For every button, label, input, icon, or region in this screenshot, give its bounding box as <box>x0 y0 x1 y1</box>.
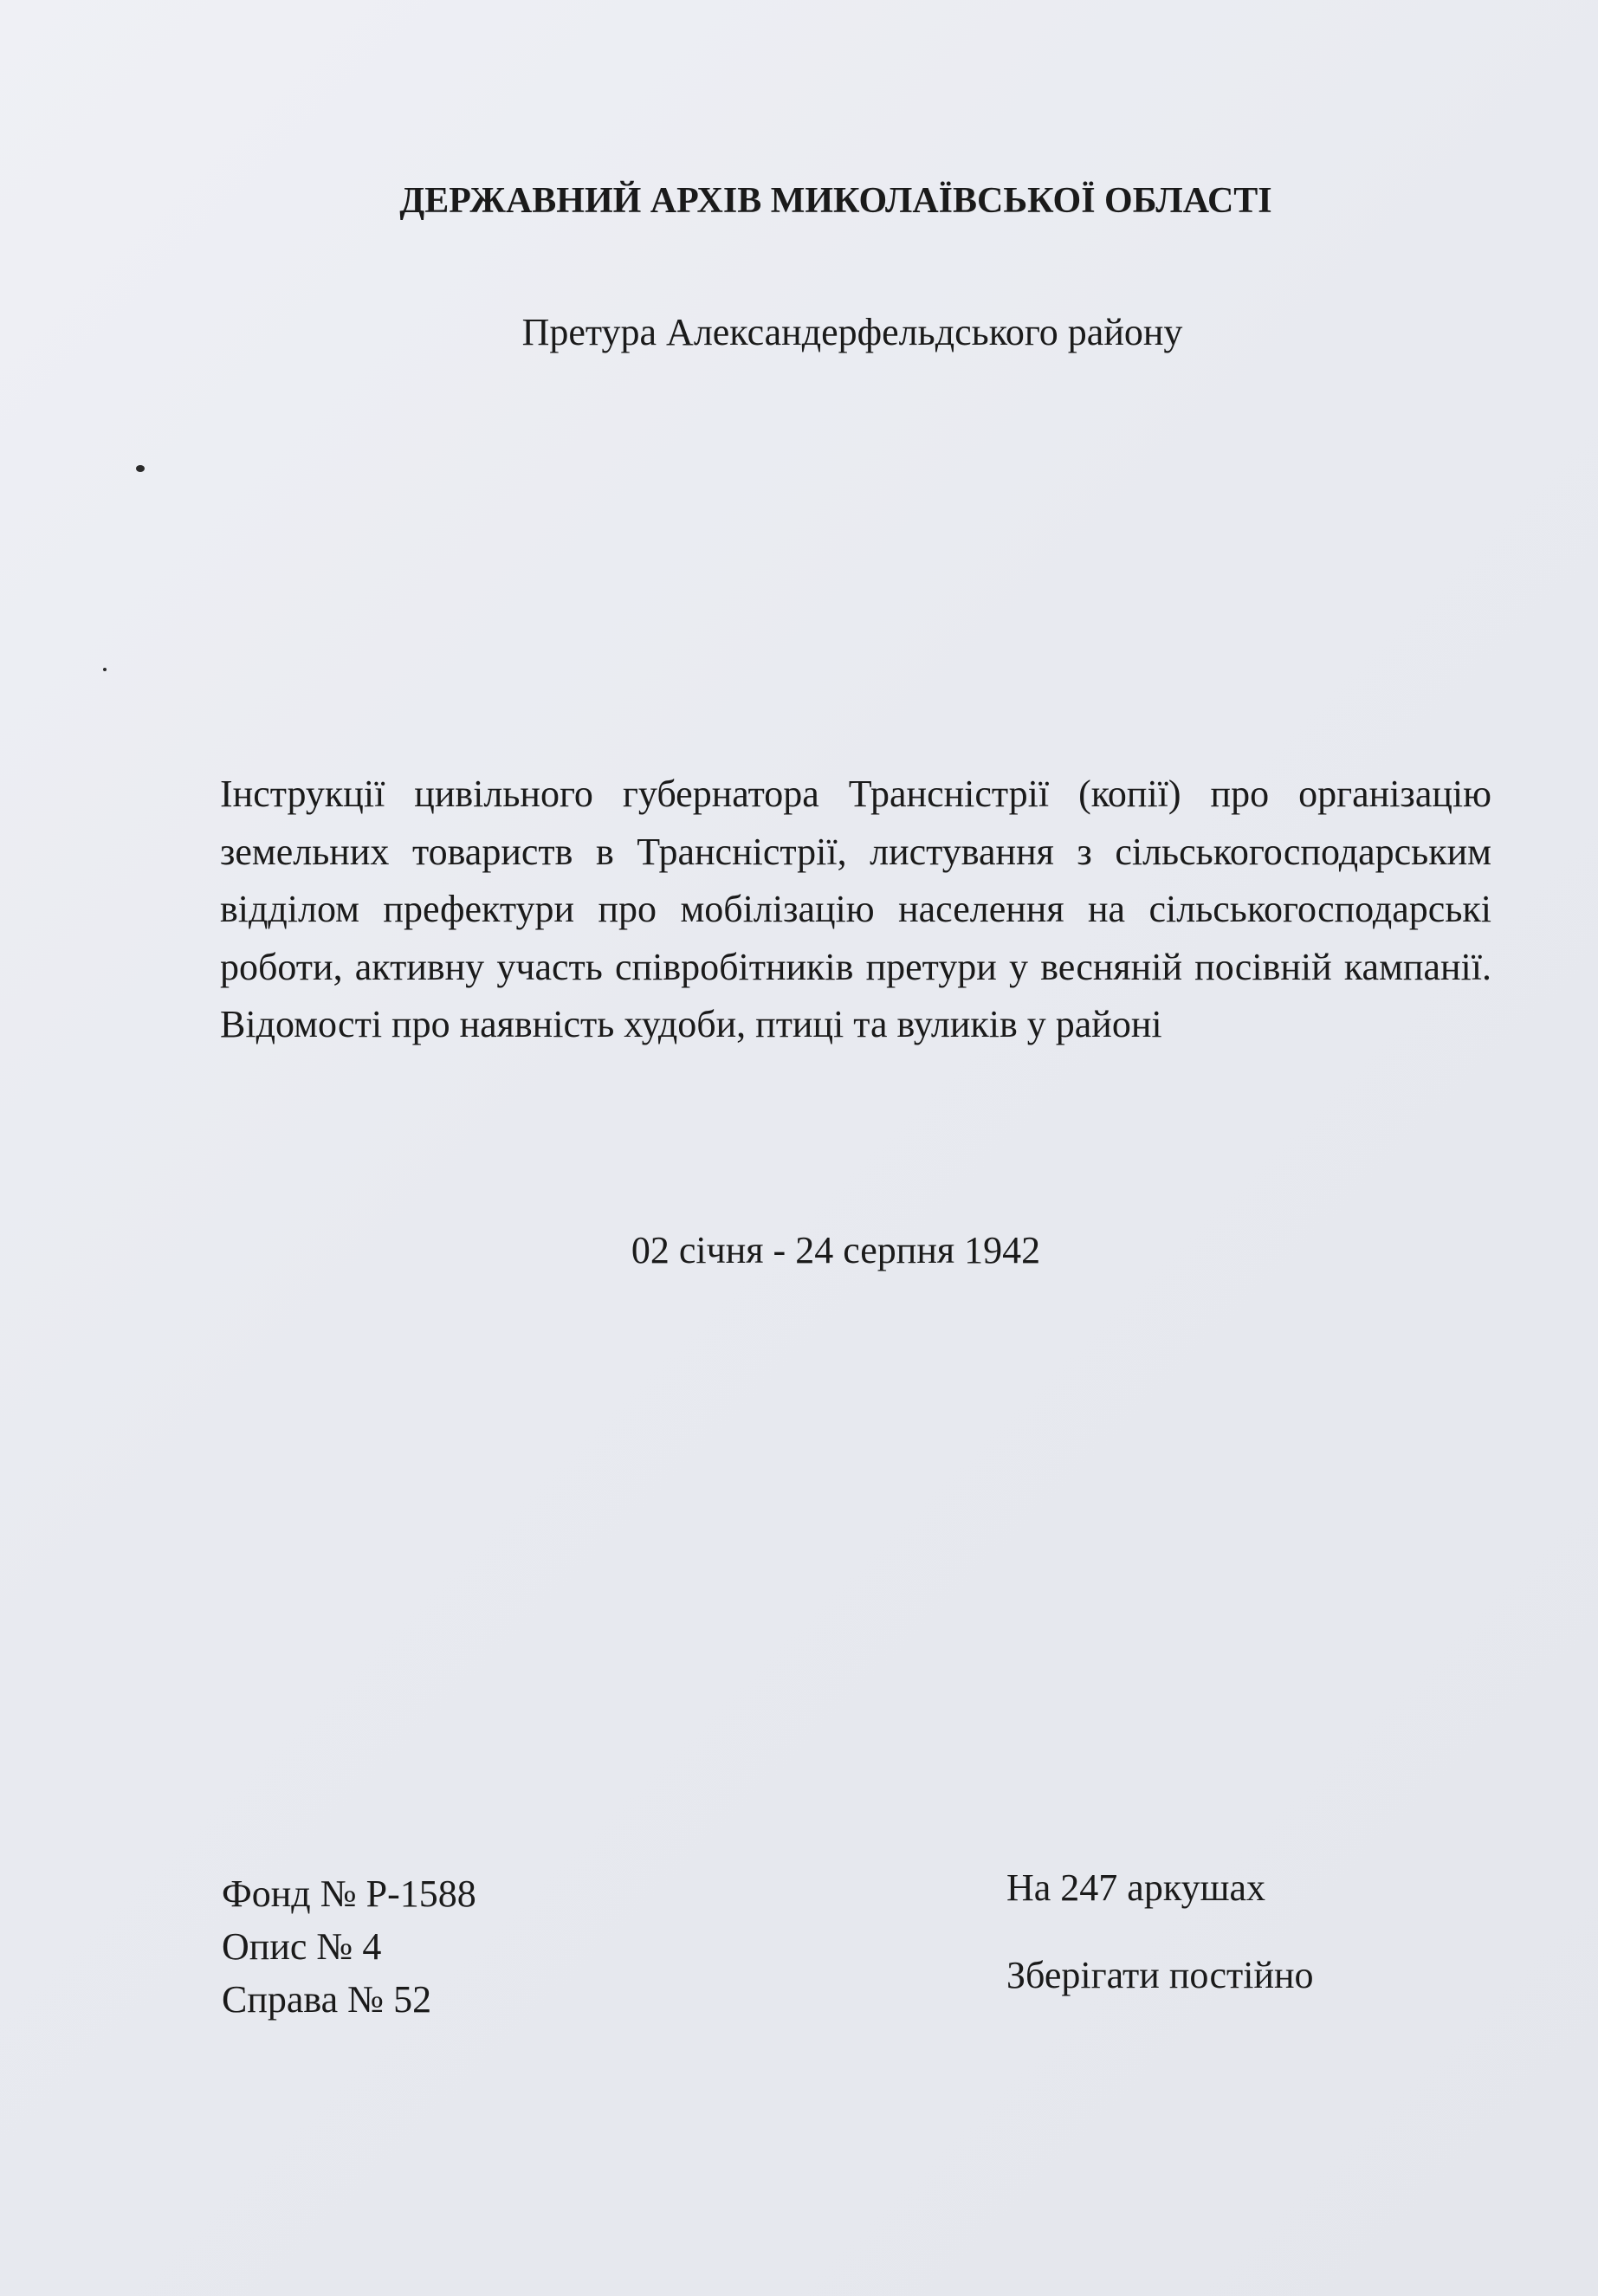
case-description: Інструкції цивільного губернатора Трансністрії (копії) про організацію земельних товариств в Трансністрії, листування з сільськогосподарським відділом префектури про мобілізацію населення на сільськогосподарські роботи, активну участь співробітників претури у весняній посівній кампанії. Відомості про наявність худоби, птиці та вуликів у районі <box>220 773 1491 1045</box>
archival-reference <box>222 1867 476 2026</box>
fond-number: Фонд № Р-1588 <box>222 1872 476 1915</box>
archive-heading: ДЕРЖАВНИЙ АРХІВ МИКОЛАЇВСЬКОЇ ОБЛАСТІ <box>399 181 1272 221</box>
ink-speck <box>136 465 145 472</box>
date-range: 02 січня - 24 серпня 1942 <box>631 1229 1041 1271</box>
retention-note: Зберігати постійно <box>1006 1954 1314 1996</box>
sprava-number: Справа № 52 <box>222 1978 432 2021</box>
institution-title: Претура Александерфельдського району <box>521 311 1183 353</box>
sheet-count: На 247 аркушах <box>1006 1866 1265 1909</box>
opys-number: Опис № 4 <box>222 1925 382 1968</box>
ink-dot <box>103 668 107 671</box>
